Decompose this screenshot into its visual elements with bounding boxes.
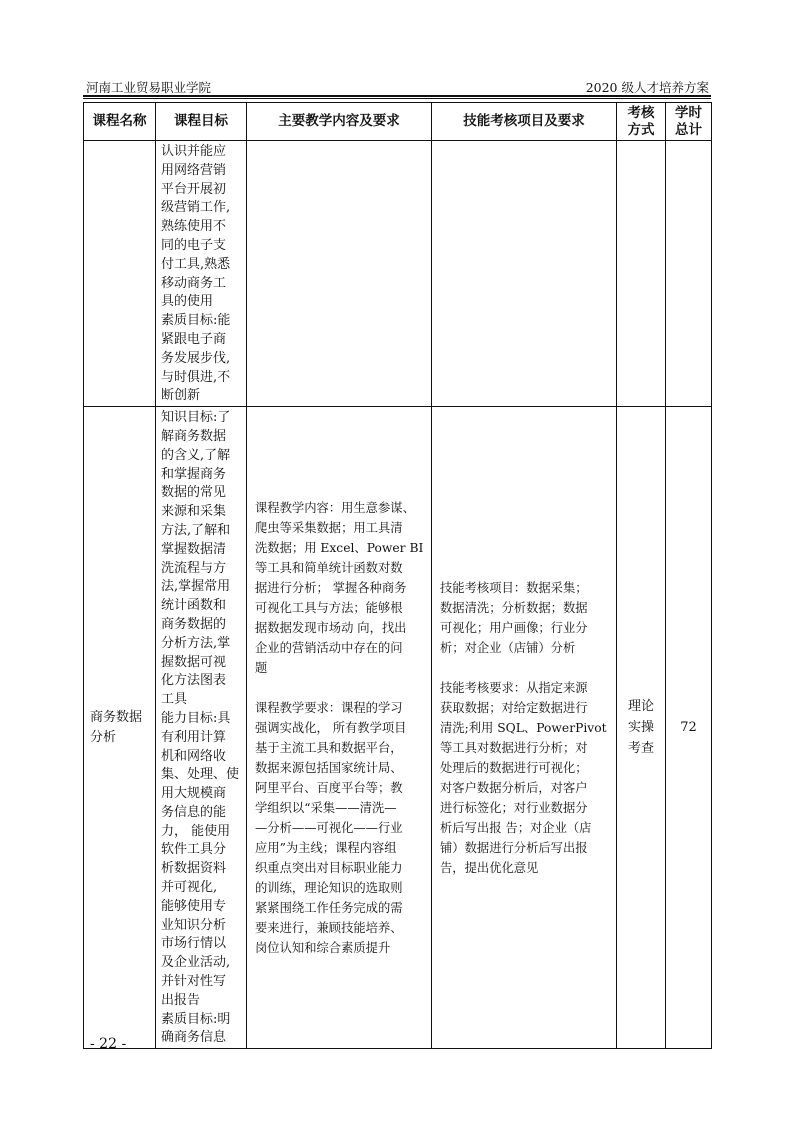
header-course-name (84, 103, 156, 141)
text-line: 集、处理、使 (161, 767, 240, 783)
text-line: 确商务信息 (161, 1030, 227, 1046)
text-line: 课程目标 (174, 113, 228, 129)
text-line: 商务数据的 (161, 616, 227, 632)
table-row (84, 141, 712, 407)
text-line: 题 (255, 660, 268, 675)
text-line: 素质目标:能 (161, 313, 231, 329)
text-line: 用大规模商 (161, 786, 227, 802)
text-line: 等工具对数据进行分析；对 (440, 740, 588, 755)
text-line: 企业的营销活动中存在的问 (255, 640, 403, 655)
table-header-row (84, 103, 712, 141)
text-line: 技能考核项目及要求 (463, 113, 585, 129)
text-line: 进行标签化；对行业数据分 (440, 800, 588, 815)
text-line: 清洗;利用 SQL、PowerPivot (440, 720, 607, 735)
text-line: 平台开展初 (161, 181, 227, 197)
text-line: 出报告 (161, 992, 201, 1008)
text-line: 用网络营销 (161, 162, 227, 178)
text-line: 可视化工具与方法；能够根 (255, 600, 403, 615)
text-line: 课程教学内容：用生意参谋、 (255, 500, 415, 515)
text-line: 软件工具分 (161, 842, 227, 858)
exam-method-cell (617, 141, 666, 407)
text-line: 岗位认知和综合素质提升 (255, 940, 391, 955)
text-line: 考核 (627, 104, 655, 121)
header-total-hours (666, 103, 712, 141)
text-line: 据数据发现市场动 向，找出 (255, 620, 407, 635)
text-line: 织重点突出对目标职业能力 (255, 860, 403, 875)
teaching-content-cell (247, 407, 432, 1049)
text-line: 务发展步伐, (161, 350, 231, 366)
text-line: 及企业活动, (161, 955, 231, 971)
text-line: 主要教学内容及要求 (278, 113, 400, 129)
exam-method-cell (617, 407, 666, 1049)
course-table (83, 102, 712, 1049)
text-line: 和掌握商务 (161, 466, 227, 482)
text-line: 工具 (161, 692, 188, 708)
text-line: 市场行情以 (161, 936, 227, 952)
text-line: —分析——可视化——行业 (255, 820, 403, 835)
header-divider (83, 95, 711, 97)
teaching-content-cell (247, 141, 432, 407)
text-line: 素质目标:明 (161, 1011, 231, 1027)
text-line: 总计 (675, 121, 702, 138)
text-line: 的训练，理论知识的选取则 (255, 880, 403, 895)
course-goal-cell (156, 407, 247, 1049)
text-line: 移动商务工 (161, 275, 227, 291)
text-line: 级营销工作, (161, 200, 231, 216)
text-line: 商务数据 (90, 709, 143, 725)
table-row (84, 407, 712, 1049)
text-line: 并针对性写 (161, 974, 227, 990)
text-line: 要来进行，兼顾技能培养、 (255, 920, 403, 935)
text-line: 处理后的数据进行可视化； (440, 760, 588, 775)
skill-assessment-cell (432, 407, 617, 1049)
text-line: 基于主流工具和数据平台， (255, 740, 403, 755)
header-exam-method (617, 103, 666, 141)
text-line: 来源和采集 (161, 504, 227, 520)
course-goal-cell (156, 141, 247, 407)
text-line: 阿里平台、百度平台等；教 (255, 780, 403, 795)
text-line: 握数据可视 (161, 654, 227, 670)
text-line: 分析方法,掌 (161, 635, 231, 651)
skill-assessment-cell (432, 141, 617, 407)
text-line: 技能考核要求：从指定来源 (440, 680, 588, 695)
text-line (440, 658, 612, 678)
text-line: 法,掌握常用 (161, 579, 231, 595)
text-line: 知识目标:了 (161, 410, 231, 426)
text-line: 方法,了解和 (161, 522, 231, 538)
text-line: 铺）数据进行分析后写出报 (440, 840, 588, 855)
text-line: 能够使用专 (161, 898, 227, 914)
text-line: 的含义,了解 (161, 447, 231, 463)
text-line: 力， 能使用 (161, 823, 231, 839)
text-line: 解商务数据 (161, 428, 227, 444)
header-skill-assessment (432, 103, 617, 141)
text-line: 析数据资料 (161, 861, 227, 877)
text-line: 有利用计算 (161, 729, 227, 745)
header-course-goal (156, 103, 247, 141)
text-line: 与时俱进,不 (161, 369, 231, 385)
text-line: 学组织以“采集——清洗— (255, 800, 397, 815)
text-line: 技能考核项目：数据采集； (440, 580, 588, 595)
text-line: 强调实战化， 所有教学项目 (255, 720, 407, 735)
text-line: 可视化；用户画像；行业分 (440, 620, 588, 635)
text-line: 同的电子支 (161, 237, 227, 253)
header-plan-title: 2020 级人才培养方案 (585, 80, 709, 95)
text-line: 学时 (675, 104, 702, 121)
total-hours-cell: 72 (666, 407, 712, 1049)
text-line: 对客户数据分析后，对客户 (440, 780, 588, 795)
text-line: 并可视化, (161, 880, 218, 896)
header-divider-thin (83, 98, 711, 99)
text-line: 等工具和简单统计函数对数 (255, 560, 403, 575)
total-hours-cell (666, 141, 712, 407)
text-line: 课程教学要求：课程的学习 (255, 700, 403, 715)
course-name-cell (84, 407, 156, 1049)
text-line: 业知识分析 (161, 917, 227, 933)
text-line: 理论 (627, 699, 654, 715)
text-line: 告，提出优化意见 (440, 860, 539, 875)
page-number: - 22 - (90, 1036, 127, 1052)
text-line (255, 678, 427, 698)
text-line: 机和网络收 (161, 748, 227, 764)
text-line: 具的使用 (161, 294, 214, 310)
text-line: 掌握数据清 (161, 541, 227, 557)
text-line: 化方法图表 (161, 673, 227, 689)
text-line: 数据来源包括国家统计局、 (255, 760, 403, 775)
text-line: 熟练使用不 (161, 219, 227, 235)
text-line: 洗流程与方 (161, 560, 227, 576)
text-line: 紧跟电子商 (161, 331, 227, 347)
text-line: 数据清洗；分析数据；数据 (440, 600, 588, 615)
text-line: 认识并能应 (161, 144, 227, 159)
text-line: 析后写出报 告；对企业（店 (440, 820, 592, 835)
text-line: 课程名称 (92, 113, 147, 129)
text-line: 洗数据；用 Excel、Power BI (255, 540, 424, 555)
text-line: 务信息的能 (161, 804, 227, 820)
course-name-cell (84, 141, 156, 407)
text-line: 应用”为主线；课程内容组 (255, 840, 397, 855)
text-line: 付工具,熟悉 (161, 256, 231, 272)
text-line: 实操 (627, 720, 654, 736)
text-line: 统计函数和 (161, 598, 227, 614)
text-line: 能力目标:具 (161, 710, 231, 726)
text-line: 方式 (627, 121, 655, 138)
text-line: 析；对企业（店铺）分析 (440, 640, 576, 655)
text-line: 紧紧围绕工作任务完成的需 (255, 900, 403, 915)
text-line: 考查 (627, 741, 654, 757)
text-line: 数据的常见 (161, 485, 227, 501)
text-line: 获取数据；对给定数据进行 (440, 700, 588, 715)
text-line: 据进行分析； 掌握各种商务 (255, 580, 407, 595)
header-institution: 河南工业贸易职业学院 (86, 80, 212, 95)
text-line: 分析 (90, 729, 117, 745)
text-line: 爬虫等采集数据；用工具清 (255, 520, 403, 535)
text-line: 断创新 (161, 388, 201, 404)
header-teaching-content (247, 103, 432, 141)
